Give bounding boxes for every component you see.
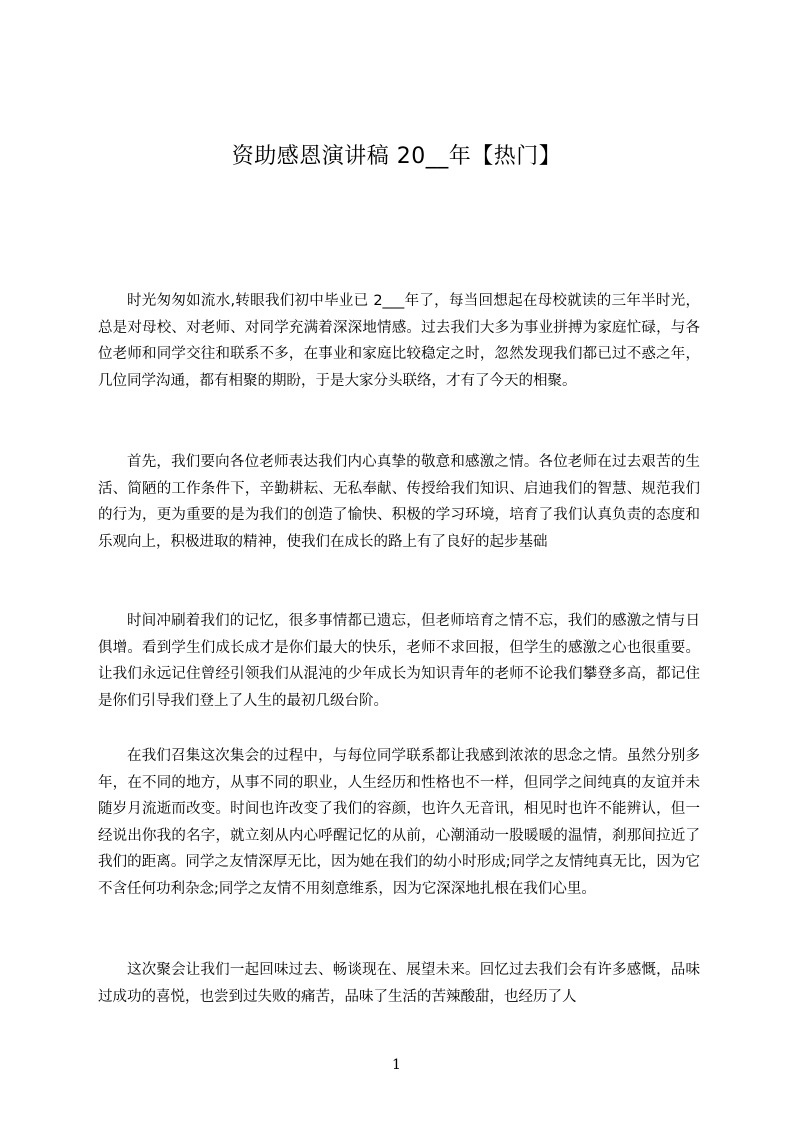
paragraph-1: 时光匆匆如流水,转眼我们初中毕业已 2___年了，每当回想起在母校就读的三年半时光，总是对母校、对老师、对同学充满着深深地情感。过去我们大多为事业拼搏为家庭忙碌，与各位老师和同学交往和联系不多，在事业和家庭比较稳定之时，忽然发现我们都已过不惑之年，几位同学沟通，都有相聚的期盼，于是大家分头联络，才有了今天的相聚。 [98, 293, 700, 389]
paragraph-2: 首先，我们要向各位老师表达我们内心真挚的敬意和感激之情。各位老师在过去艰苦的生活、简陋的工作条件下，辛勤耕耘、无私奉献、传授给我们知识、启迪我们的智慧、规范我们的行为，更为重要的是为我们的创造了愉快、积极的学习环境，培育了我们认真负责的态度和乐观向上，积极进取的精神，使我们在成长的路上有了良好的起步基础 [98, 454, 700, 550]
paragraph-3: 时间冲刷着我们的记忆，很多事情都已遗忘，但老师培育之情不忘，我们的感激之情与日俱增。看到学生们成长成才是你们最大的快乐，老师不求回报，但学生的感激之心也很重要。让我们永远记住曾经引领我们从混沌的少年成长为知识青年的老师不论我们攀登多高，都记住是你们引导我们登上了人生的最初几级台阶。 [98, 613, 700, 709]
paragraph-4: 在我们召集这次集会的过程中，与每位同学联系都让我感到浓浓的思念之情。虽然分别多年，在不同的地方，从事不同的职业，人生经历和性格也不一样，但同学之间纯真的友谊并未随岁月流逝而改变。时间也许改变了我们的容颜，也许久无音讯，相见时也许不能辨认，但一经说出你我的名字，就立刻从内心呼醒记忆的从前，心潮涌动一股暖暖的温情，刹那间拉近了我们的距离。同学之友情深厚无比，因为她在我们的幼小时形成;同学之友情纯真无比，因为它不含任何功利杂念;同学之友情不用刻意维系，因为它深深地扎根在我们心里。 [98, 748, 700, 897]
page-number: 1 [392, 1057, 401, 1073]
paragraph-5: 这次聚会让我们一起回味过去、畅谈现在、展望未来。回忆过去我们会有许多感慨，品味过成功的喜悦，也尝到过失败的痛苦，品味了生活的苦辣酸甜，也经历了人 [98, 962, 700, 1005]
document-title: 资助感恩演讲稿 20__年【热门】 [231, 144, 562, 169]
